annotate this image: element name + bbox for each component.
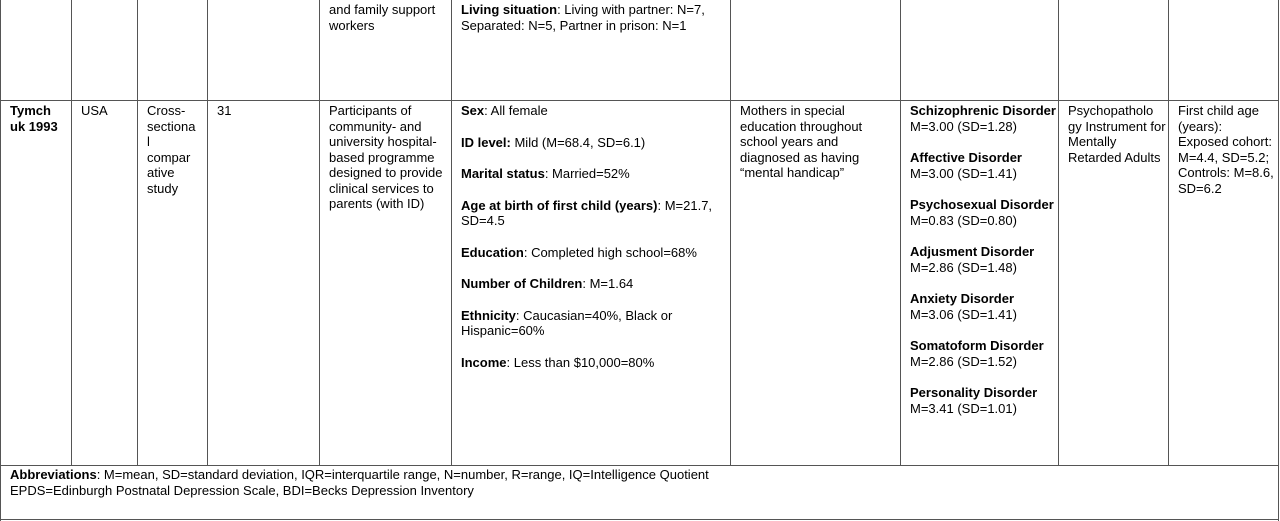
column-divider [71,0,72,465]
characteristic-item [461,308,699,339]
outcome-item [910,291,1056,322]
characteristic-item [461,198,723,229]
field-label: Ethnicity [461,307,516,323]
characteristic-item [461,135,723,151]
outcome-item [910,338,1056,369]
outcome-value: M=3.41 (SD=1.01) [910,400,1017,416]
study-design-line: sectiona [147,118,196,134]
outcome-item [910,385,1056,416]
field-label: Age at birth of first child (years) [461,197,658,213]
column-divider [1058,0,1059,465]
column-divider [319,0,320,465]
notes-text: First child age (years): Exposed cohort: M=4.4, SD=5.2; Controls: M=8.6, SD=6.2 [1178,103,1274,196]
table-border-bottom [0,519,1279,520]
outcome-item [910,150,1056,181]
characteristic-item [461,355,723,371]
abbreviations-text: : M=mean, SD=standard deviation, IQR=interquartile range, N=number, R=range, IQ=Intelligence Quotient [96,467,709,482]
study-design-line: ative [147,165,175,180]
field-value: Mild (M=68.4, SD=6.1) [510,134,646,150]
abbreviations-label: Abbreviations [10,467,97,482]
comparison-cell [740,103,890,181]
column-divider [451,0,452,465]
characteristic-item [461,166,723,182]
abbreviations-footer [10,467,1270,498]
field-label: Number of Children [461,276,583,291]
outcome-item [910,244,1056,275]
outcome-value: M=3.06 (SD=1.41) [910,306,1017,322]
outcome-item [910,103,1056,134]
column-divider [137,0,138,465]
outcome-label: Psychosexual Disorder [910,197,1054,212]
outcome-item [910,197,1056,228]
outcome-value: M=2.86 (SD=1.52) [910,353,1017,369]
field-label: ID level: [461,134,511,150]
outcome-label: Schizophrenic Disorder [910,103,1056,118]
outcomes-cell [910,103,1056,416]
outcome-label: Affective Disorder [910,150,1022,165]
abbreviations-line-2: EPDS=Edinburgh Postnatal Depression Scale, BDI=Becks Depression Inventory [10,482,474,498]
setting-text: and family support workers [329,2,436,33]
field-value: : Living with partner: N=7, Separated: N=5, Partner in prison: N=1 [461,2,705,33]
country: USA [81,103,108,118]
outcome-value: M=3.00 (SD=1.41) [910,165,1017,181]
sample-size-cell [217,103,315,119]
row-divider [0,465,1279,466]
column-divider [1168,0,1169,465]
characteristic-item [461,245,723,261]
field-value: : M=1.64 [582,276,634,291]
field-label: Marital status [461,166,545,181]
outcome-label: Somatoform Disorder [910,338,1044,353]
setting-cell-prev [329,2,447,33]
field-value: : Completed high school=68% [523,244,697,260]
characteristic-item [461,276,723,292]
author-year: Tymch uk 1993 [10,103,58,134]
field-value: : M=21.7, SD=4.5 [461,197,713,228]
sample-size: 31 [217,103,232,118]
abbreviations-line [10,467,1270,483]
field-value: : Caucasian=40%, Black or Hispanic=60% [461,307,673,338]
table-border-right [1278,0,1279,521]
outcome-label: Anxiety Disorder [910,291,1015,306]
column-divider [900,0,901,465]
field-label: Sex [461,103,485,118]
setting-text: Participants of community- and university hospital-based programme designed to provide clinical services to parents (with ID) [329,103,443,211]
table-border-left [0,0,1,521]
outcome-value: M=3.00 (SD=1.28) [910,118,1017,134]
row-divider [0,100,1279,101]
instrument-text: Psychopatholo gy Instrument for Mentally Retarded Adults [1068,103,1166,165]
study-design-line: compar [147,149,191,165]
study-design-line: Cross- [147,103,186,118]
field-value: : Less than $10,000=80% [506,354,655,370]
outcome-label: Personality Disorder [910,385,1038,400]
field-value: : All female [484,103,548,118]
outcome-label: Adjusment Disorder [910,244,1035,259]
characteristics-cell-prev [461,2,723,33]
country-cell [81,103,133,119]
study-design-line: l [147,134,150,149]
column-divider [207,0,208,465]
field-label: Education [461,244,524,260]
notes-cell [1178,103,1274,196]
field-label: Living situation [461,2,558,17]
comparison-text: Mothers in special education throughout school years and diagnosed as having “mental handicap” [740,103,863,180]
setting-cell [329,103,445,212]
study-design-line: study [147,180,179,196]
outcome-value: M=2.86 (SD=1.48) [910,259,1017,275]
design-cell [147,103,205,196]
field-label: Income [461,354,507,370]
field-value: : Married=52% [544,166,630,181]
characteristics-cell [461,103,723,370]
living-situation [461,2,723,33]
author-cell [10,103,66,134]
outcome-value: M=0.83 (SD=0.80) [910,212,1017,228]
column-divider [730,0,731,465]
characteristic-item [461,103,723,119]
instrument-cell [1068,103,1166,165]
